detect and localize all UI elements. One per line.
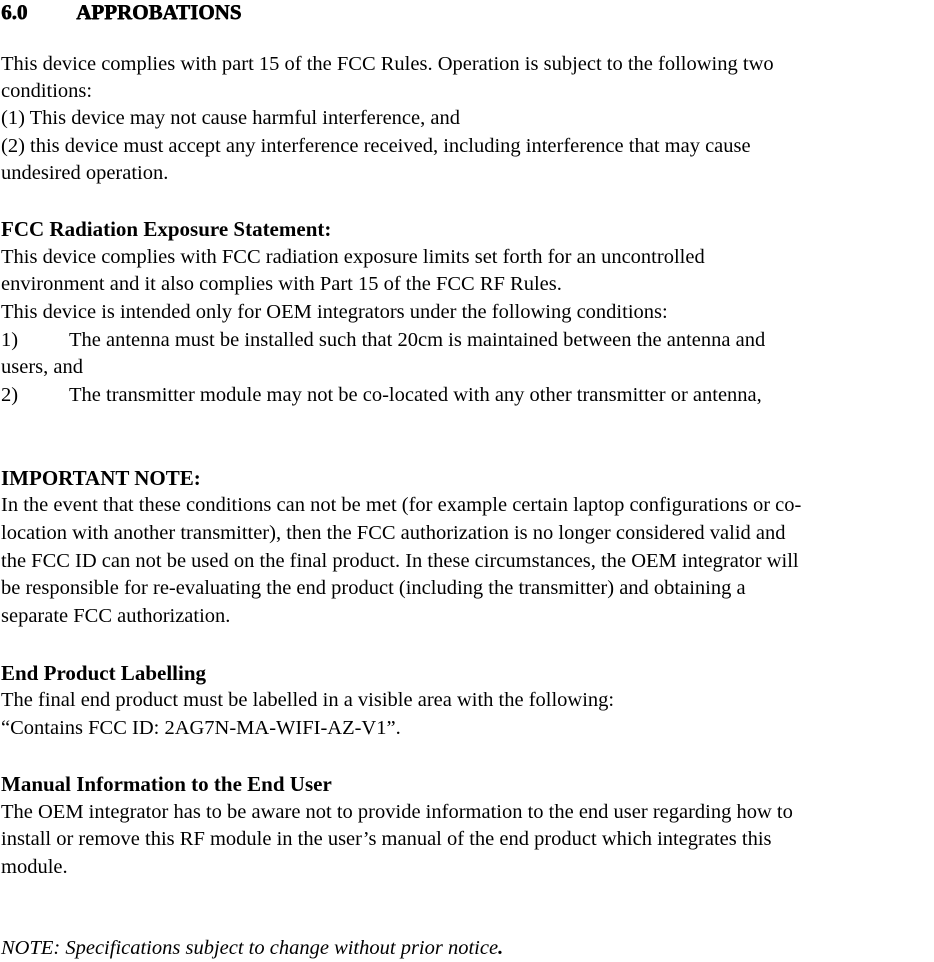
fcc-id-label: “Contains FCC ID: 2AG7N-MA-WIFI-AZ-V1”. bbox=[1, 717, 401, 739]
condition-number-2: 2) bbox=[1, 384, 19, 406]
fcc-compliance-line-5: undesired operation. bbox=[1, 162, 169, 184]
important-line-2: location with another transmitter), then the FCC authorization is no longer considered valid and bbox=[1, 522, 786, 544]
manual-heading: Manual Information to the End User bbox=[1, 772, 332, 796]
footer-note-text: NOTE: Specifications subject to change without prior notice bbox=[1, 937, 499, 959]
manual-line-1: The OEM integrator has to be aware not to provide information to the end user regarding how to bbox=[1, 801, 793, 823]
important-line-1: In the event that these conditions can not be met (for example certain laptop configurations or co- bbox=[1, 494, 802, 516]
radiation-line-3: This device is intended only for OEM integrators under the following conditions: bbox=[1, 301, 668, 323]
radiation-line-1: This device complies with FCC radiation exposure limits set forth for an uncontrolled bbox=[1, 246, 705, 268]
labelling-line-1: The final end product must be labelled in a visible area with the following: bbox=[1, 689, 615, 711]
fcc-compliance-line-4: (2) this device must accept any interference received, including interference that may cause bbox=[1, 135, 751, 157]
labelling-heading: End Product Labelling bbox=[1, 661, 206, 685]
radiation-heading: FCC Radiation Exposure Statement: bbox=[1, 217, 332, 241]
fcc-compliance-line-2: conditions: bbox=[1, 80, 93, 102]
condition-text-1: The antenna must be installed such that 20cm is maintained between the antenna and bbox=[69, 329, 766, 351]
fcc-compliance-line-1: This device complies with part 15 of the FCC Rules. Operation is subject to the following two bbox=[1, 53, 774, 75]
condition-number-1: 1) bbox=[1, 329, 19, 351]
section-heading bbox=[1, 0, 241, 24]
radiation-line-2: environment and it also complies with Part 15 of the FCC RF Rules. bbox=[1, 273, 562, 295]
manual-line-3: module. bbox=[1, 856, 68, 878]
important-heading: IMPORTANT NOTE: bbox=[1, 466, 201, 490]
manual-line-2: install or remove this RF module in the user’s manual of the end product which integrates this bbox=[1, 828, 772, 850]
condition-text-2: The transmitter module may not be co-located with any other transmitter or antenna, bbox=[69, 384, 762, 406]
important-line-4: be responsible for re-evaluating the end product (including the transmitter) and obtaining a bbox=[1, 577, 746, 599]
footer-note bbox=[1, 936, 503, 960]
condition-item-1-continued: users, and bbox=[1, 356, 83, 378]
section-title: APPROBATIONS bbox=[76, 0, 242, 24]
important-line-3: the FCC ID can not be used on the final product. In these circumstances, the OEM integrator will bbox=[1, 550, 799, 572]
fcc-compliance-line-3: (1) This device may not cause harmful interference, and bbox=[1, 107, 460, 129]
section-number: 6.0 bbox=[1, 0, 28, 24]
important-line-5: separate FCC authorization. bbox=[1, 605, 231, 627]
condition-item-1 bbox=[1, 328, 765, 352]
condition-item-2 bbox=[1, 383, 762, 407]
footer-note-period: . bbox=[498, 937, 504, 959]
